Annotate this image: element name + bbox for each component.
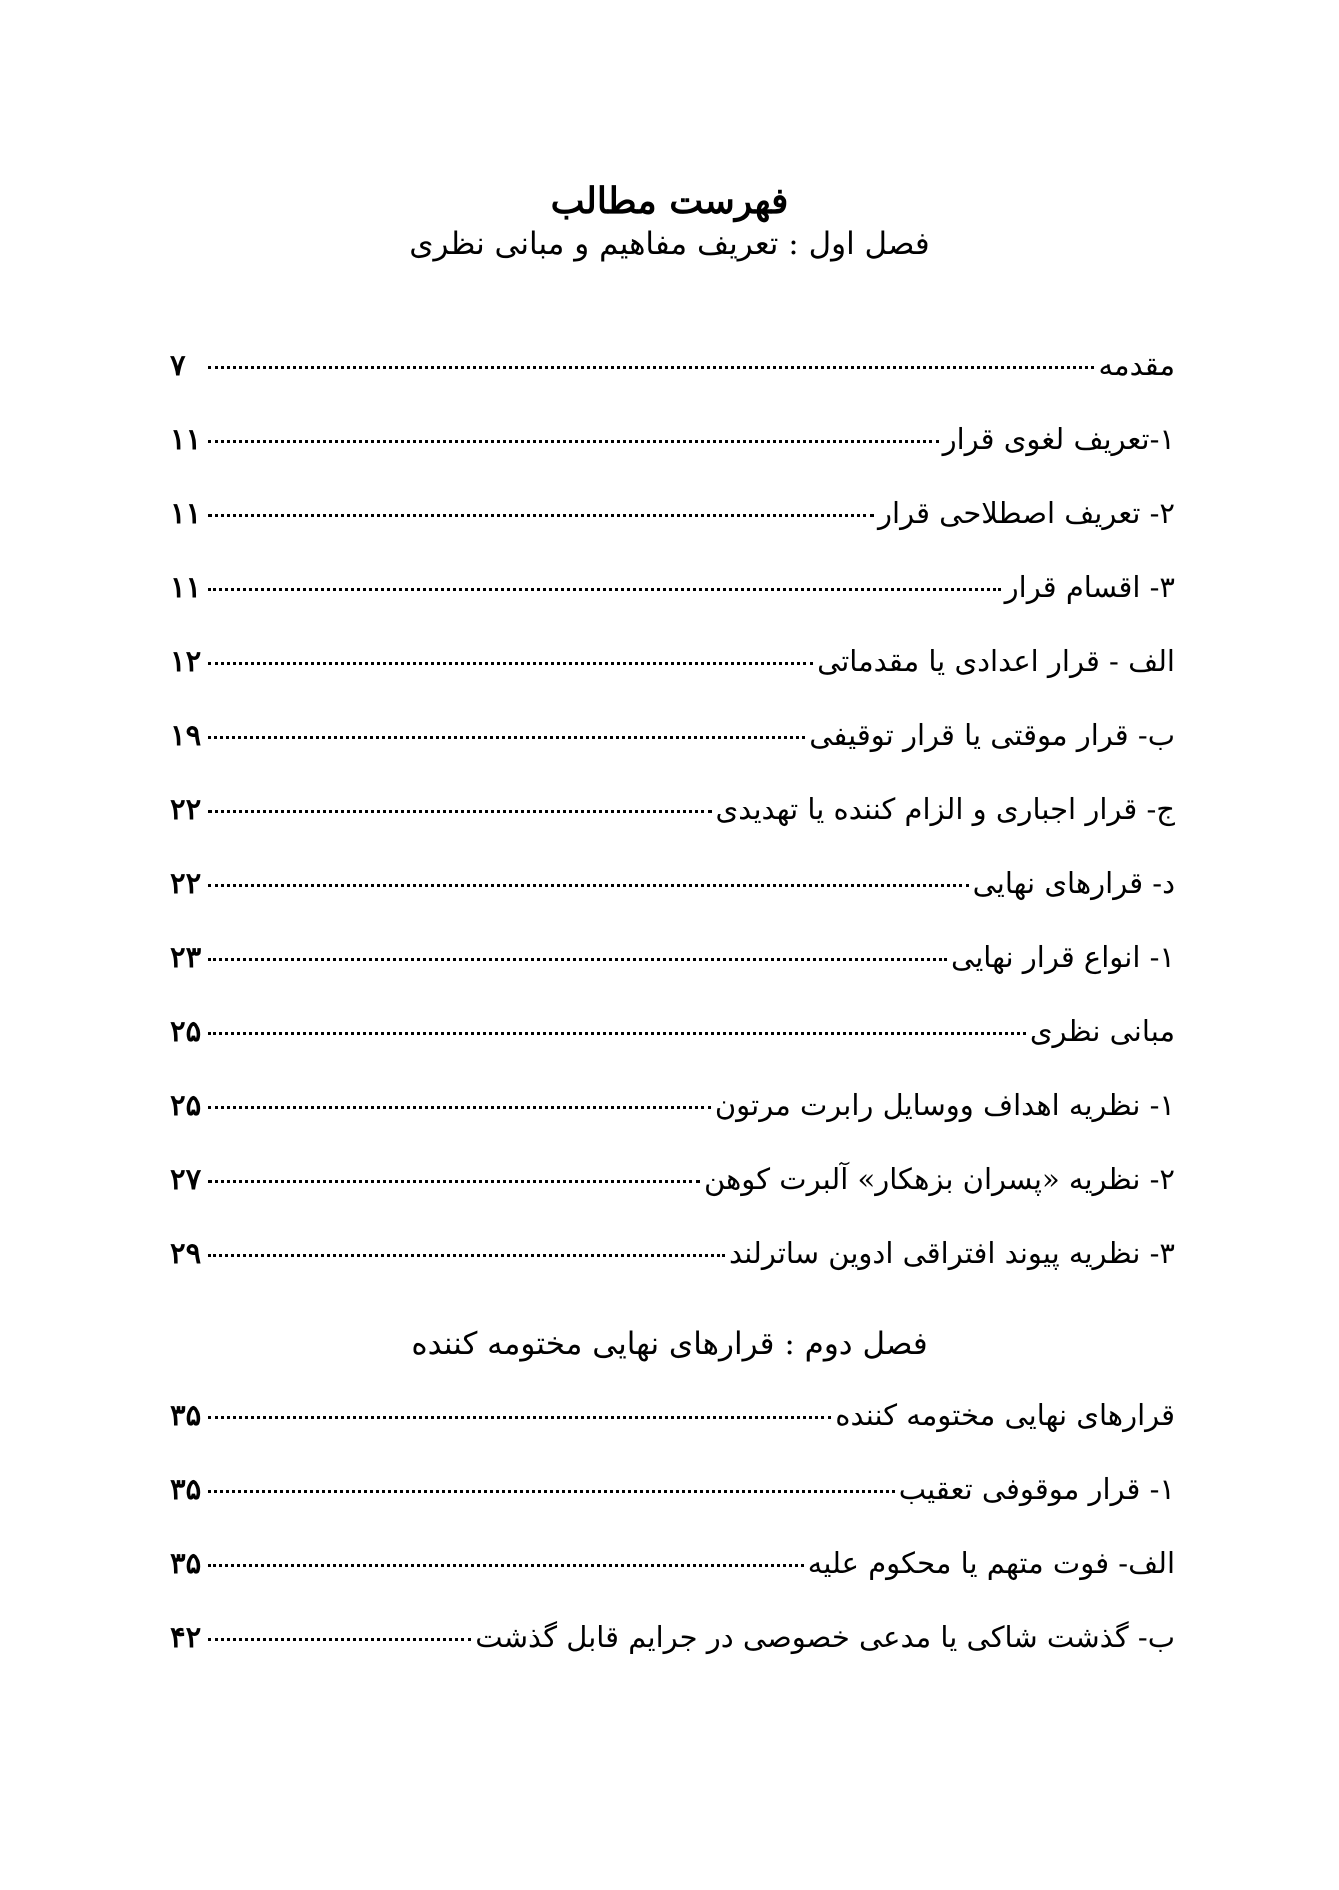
toc-entry — [170, 1617, 1175, 1691]
toc-entry-label: ب- قرار موقتی یا قرار توقیفی — [809, 718, 1175, 752]
dot-leader — [208, 958, 947, 961]
toc-entry — [170, 641, 1175, 715]
toc-entry-page: ۲۲ — [170, 866, 202, 900]
toc-entry — [170, 493, 1175, 567]
dot-leader — [208, 1638, 471, 1641]
toc-entry — [170, 1543, 1175, 1617]
toc-entry-page: ۱۱ — [170, 422, 202, 456]
toc-entry-page: ۲۲ — [170, 792, 202, 826]
toc-entry-page: ۴۲ — [170, 1620, 202, 1654]
toc-list-chapter-1 — [170, 345, 1175, 1307]
chapter-heading-1: فصل اول : تعریف مفاهیم و مبانی نظری — [409, 226, 930, 262]
toc-entry — [170, 937, 1175, 1011]
toc-entry — [170, 789, 1175, 863]
dot-leader — [208, 1032, 1026, 1035]
toc-entry-page: ۲۵ — [170, 1088, 202, 1122]
toc-entry-label: ج- قرار اجباری و الزام کننده یا تهدیدی — [715, 792, 1175, 826]
dot-leader — [208, 1254, 725, 1257]
toc-entry-page: ۲۵ — [170, 1014, 202, 1048]
toc-entry-label: ۳- اقسام قرار — [1004, 570, 1175, 604]
toc-entry-label: الف- فوت متهم یا محکوم علیه — [807, 1546, 1175, 1580]
toc-entry-label: ۱- نظریه اهداف ووسایل رابرت مرتون — [714, 1088, 1175, 1122]
toc-entry-page: ۲۹ — [170, 1236, 202, 1270]
toc-entry-label: ۱- قرار موقوفی تعقیب — [898, 1472, 1175, 1506]
toc-entry-page: ۱۲ — [170, 644, 202, 678]
toc-entry-label: ۱-تعریف لغوی قرار — [942, 422, 1175, 456]
toc-entry-page: ۱۱ — [170, 570, 202, 604]
page-title: فهرست مطالب — [550, 180, 789, 222]
dot-leader — [208, 736, 805, 739]
dot-leader — [208, 1416, 831, 1419]
toc-entry — [170, 567, 1175, 641]
toc-entry-label: ۲- تعریف اصطلاحی قرار — [878, 496, 1175, 530]
toc-entry — [170, 345, 1175, 419]
toc-entry — [170, 715, 1175, 789]
dot-leader — [208, 366, 1094, 369]
toc-entry — [170, 1469, 1175, 1543]
toc-entry-label: مبانی نظری — [1029, 1014, 1175, 1048]
toc-entry — [170, 1395, 1175, 1469]
toc-entry-label: ۲- نظریه «پسران بزهکار» آلبرت کوهن — [703, 1162, 1175, 1196]
toc-entry-label: ۳- نظریه پیوند افتراقی ادوین ساترلند — [729, 1236, 1175, 1270]
dot-leader — [208, 810, 712, 813]
toc-entry-label: قرارهای نهایی مختومه کننده — [835, 1398, 1175, 1432]
toc-entry-page: ۳۵ — [170, 1398, 202, 1432]
toc-entry-page: ۲۳ — [170, 940, 202, 974]
dot-leader — [208, 588, 1001, 591]
dot-leader — [208, 1490, 895, 1493]
toc-entry-page: ۳۵ — [170, 1472, 202, 1506]
dot-leader — [208, 1106, 711, 1109]
toc-entry — [170, 1011, 1175, 1085]
dot-leader — [208, 662, 813, 665]
toc-entry-label: مقدمه — [1098, 348, 1175, 382]
toc-entry — [170, 1159, 1175, 1233]
toc-entry-page: ۱۱ — [170, 496, 202, 530]
dot-leader — [208, 884, 969, 887]
toc-entry — [170, 863, 1175, 937]
toc-entry-label: د- قرارهای نهایی — [972, 866, 1175, 900]
dot-leader — [208, 1180, 700, 1183]
dot-leader — [208, 440, 939, 443]
toc-entry-label: الف - قرار اعدادی یا مقدماتی — [817, 644, 1175, 678]
toc-list-chapter-2 — [170, 1395, 1175, 1691]
toc-entry-page: ۳۵ — [170, 1546, 202, 1580]
toc-entry — [170, 1085, 1175, 1159]
dot-leader — [208, 1564, 804, 1567]
toc-entry-label: ب- گذشت شاکی یا مدعی خصوصی در جرایم قابل گذشت — [475, 1620, 1175, 1654]
toc-entry-page: ۷ — [170, 348, 186, 382]
chapter-heading-2: فصل دوم : قرارهای نهایی مختومه کننده — [411, 1326, 928, 1362]
toc-entry — [170, 419, 1175, 493]
toc-entry-page: ۱۹ — [170, 718, 202, 752]
toc-entry — [170, 1233, 1175, 1307]
dot-leader — [208, 514, 874, 517]
toc-entry-label: ۱- انواع قرار نهایی — [951, 940, 1175, 974]
toc-entry-page: ۲۷ — [170, 1162, 202, 1196]
